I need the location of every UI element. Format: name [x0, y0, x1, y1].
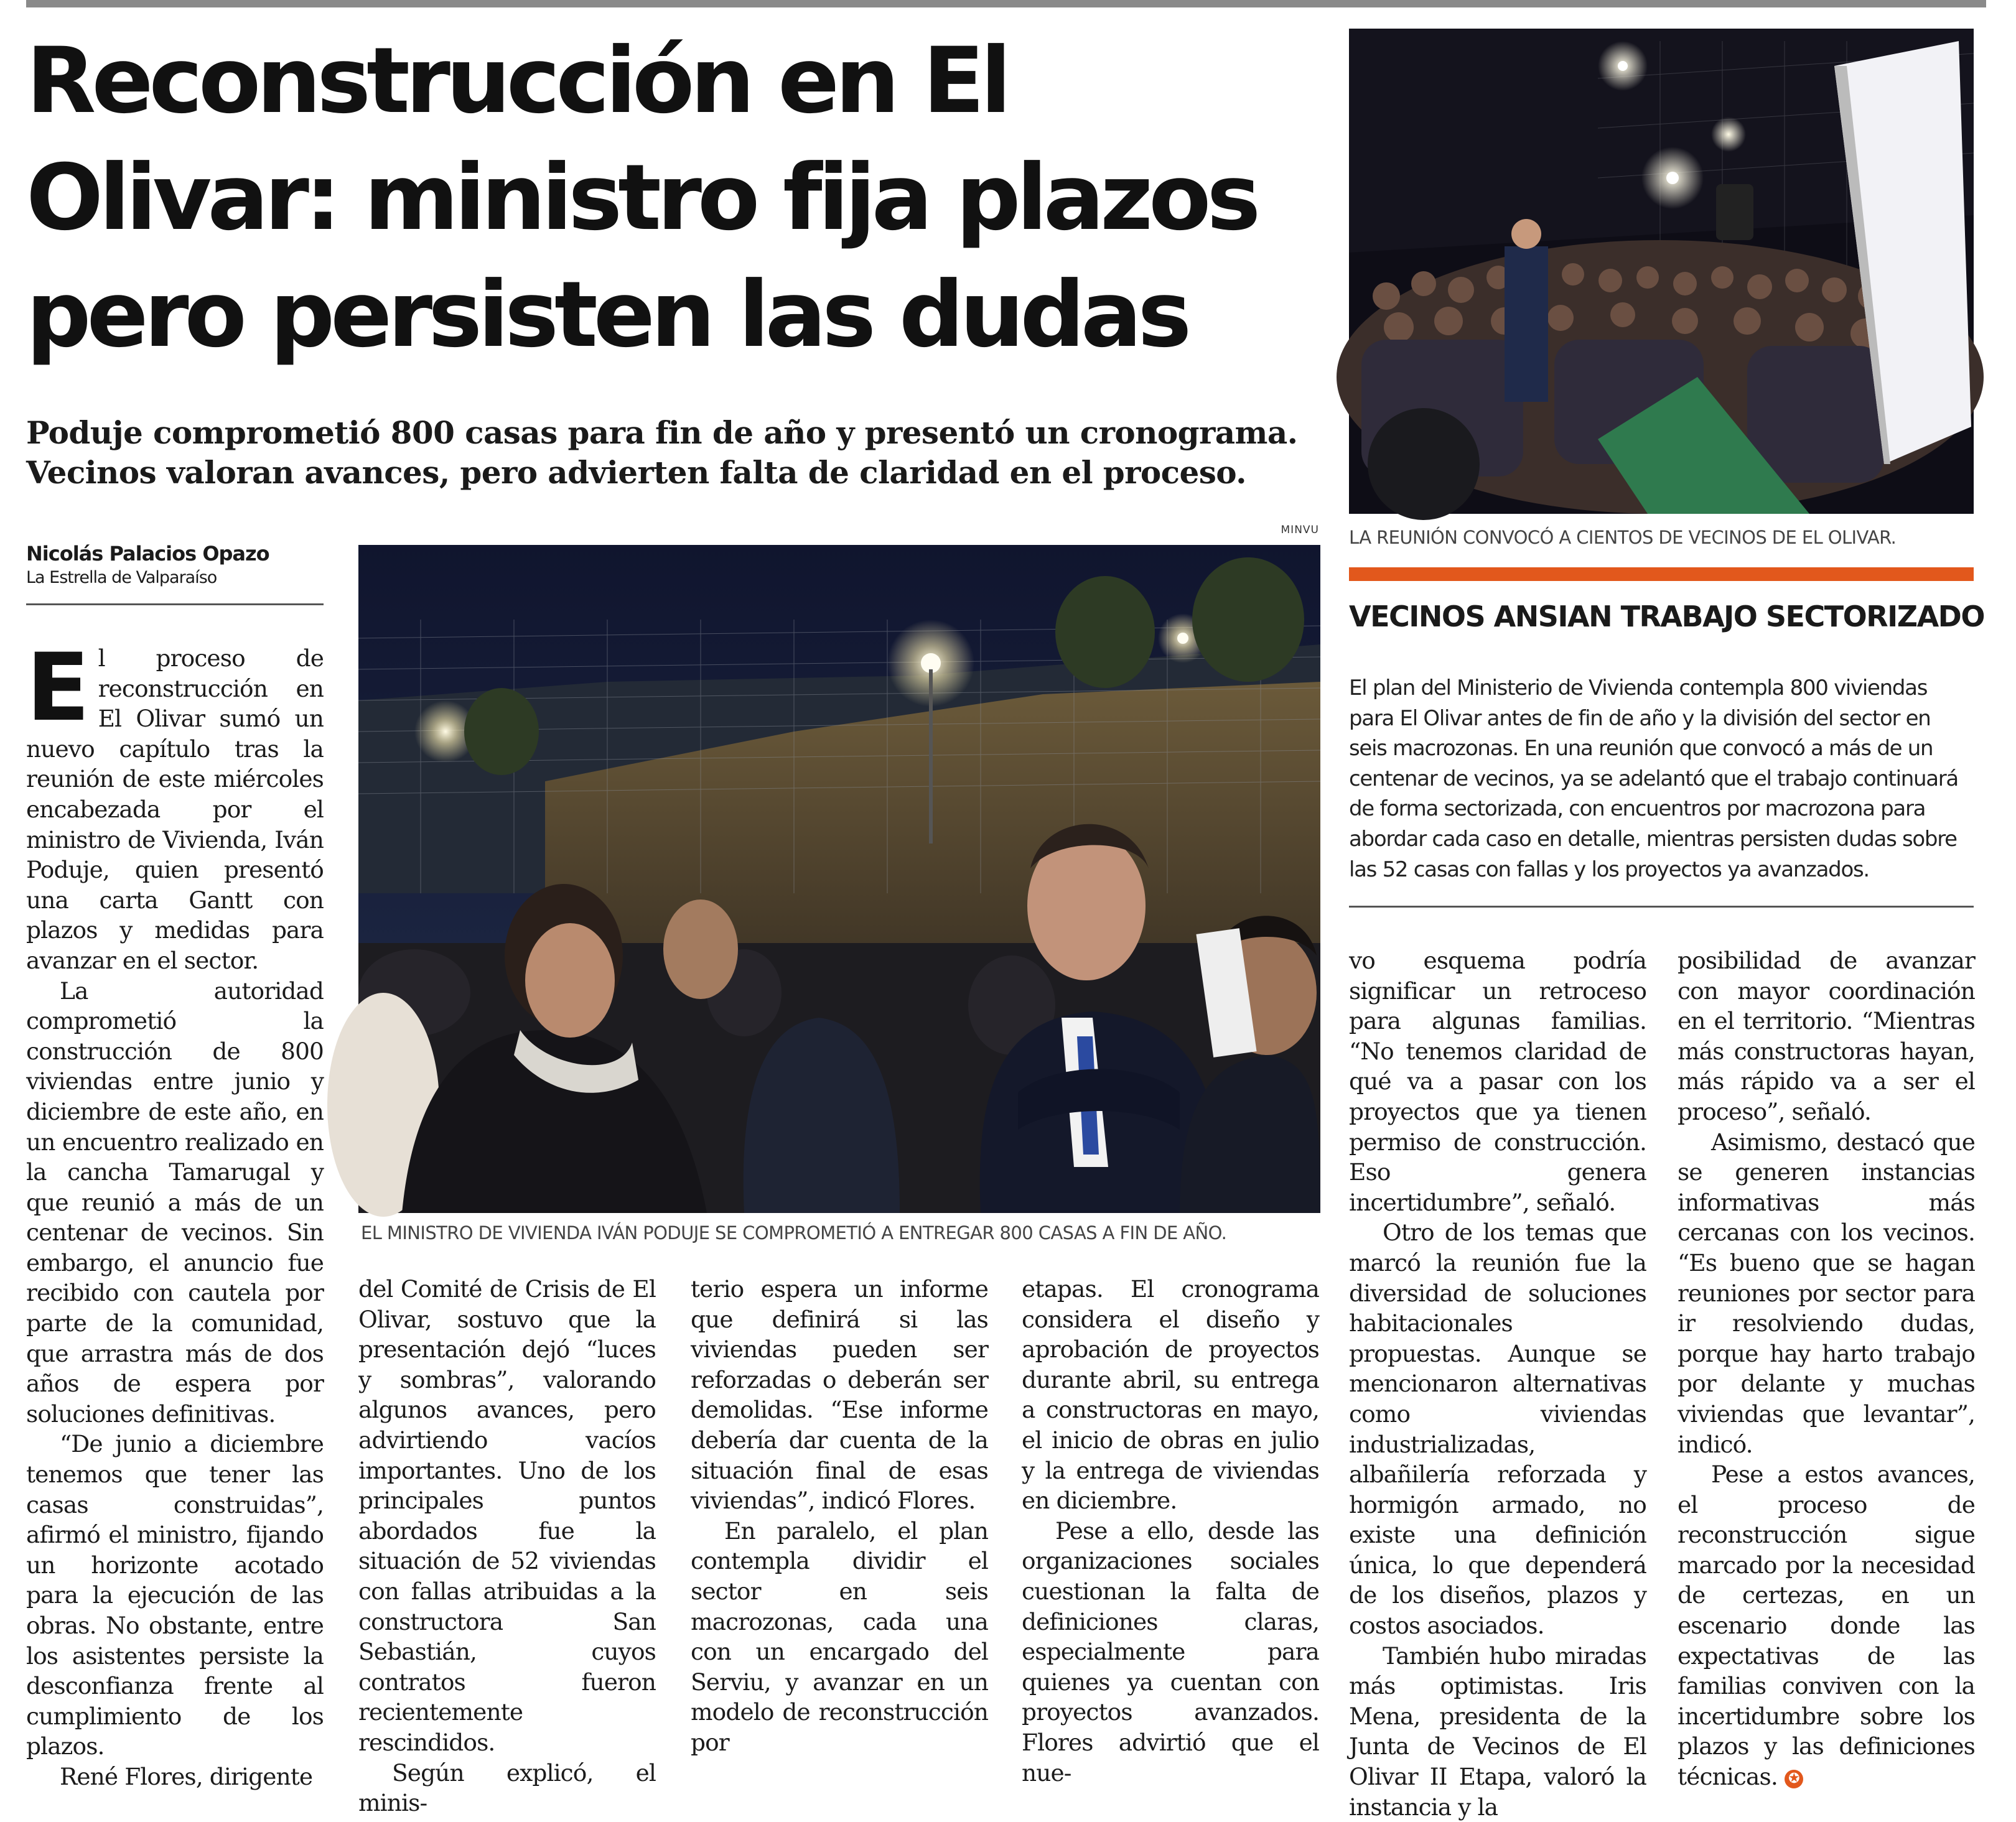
side-photo [1349, 29, 1974, 514]
sidebar-bottom-rule [1349, 906, 1974, 908]
article-paragraph: terio espera un informe que definirá si las viviendas pueden ser reforzadas o deberán ser demolidas. “Ese informe debería dar cuenta de la situación final de esas viviendas”, indicó Flores. [691, 1275, 988, 1515]
article-column-1 [26, 634, 324, 1792]
side-photo-caption: LA REUNIÓN CONVOCÓ A CIENTOS DE VECINOS DE EL OLIVAR. [1349, 527, 1897, 548]
article-paragraph: Pese a ello, desde las organizaciones sociales cuestionan la falta de definiciones claras, especialmente para quienes ya cuentan con proyectos avanzados. Flores advirtió que el nue- [1022, 1517, 1319, 1787]
article-paragraph: Según explicó, el minis- [358, 1759, 656, 1817]
article-column-4 [1022, 1274, 1319, 1788]
article-paragraph: Otro de los temas que marcó la reunión fue la diversidad de soluciones habitacionales propuestas. Aunque se mencionaron alternativas como viviendas industrializadas, albañilería reforzada y hormigón armado, no existe una definición única, lo que dependerá de los diseños, plazos y costos asociados. [1349, 1219, 1646, 1640]
article-column-6 [1678, 946, 1975, 1792]
main-photo [358, 545, 1320, 1213]
main-photo-caption: EL MINISTRO DE VIVIENDA IVÁN PODUJE SE COMPROMETIÓ A ENTREGAR 800 CASAS A FIN DE AÑO. [361, 1222, 1227, 1243]
article-column-2 [358, 1274, 656, 1818]
article-paragraph: Pese a estos avances, el proceso de reconstrucción sigue marcado por la necesidad de certezas, en un escenario donde las expectativas de las familias conviven con la incertidumbre sobre los plazos y las definiciones técnicas. ✪ [1678, 1461, 1975, 1791]
sidebar-body: El plan del Ministerio de Vivienda contempla 800 viviendas para El Olivar antes de fin de año y la división del sector en seis macrozonas. En una reunión que convocó a más de un centenar de vecinos, ya se adelantó que el trabajo continuará de forma sectorizada, con encuentros por macrozona para abordar cada caso en detalle, mientras persisten dudas sobre las 52 casas con fallas y los proyectos ya avanzados. [1349, 676, 1958, 882]
article-paragraph: vo esquema podría significar un retroceso para algunas familias. “No tenemos claridad de qué va a pasar con los proyectos que ya tienen permiso de construcción. Eso genera incertidumbre”, señaló. [1349, 947, 1646, 1216]
subheadline: Poduje comprometió 800 casas para fin de año y presentó un cronograma. Vecinos valoran avances, pero advierten falta de claridad en el proceso. [26, 414, 1298, 491]
photo-credit: MINVU [1281, 524, 1319, 536]
author-name: Nicolás Palacios Opazo [26, 542, 269, 565]
crowd-meeting-photo [1349, 29, 1974, 514]
article-paragraph: También hubo miradas más optimistas. Iris Mena, presidenta de la Junta de Vecinos de El Olivar II Etapa, valoró la instancia y la [1349, 1642, 1646, 1821]
article-paragraph: El proceso de reconstrucción en El Olivar sumó un nuevo capítulo tras la reunión de este miércoles encabezada por el ministro de Vivienda, Iván Poduje, quien presentó una carta Gantt con plazos y medidas para avanzar en el sector. [26, 634, 324, 974]
article-paragraph: posibilidad de avanzar con mayor coordinación en el territorio. “Mientras más constructoras hayan, más rápido va a ser el proceso”, señaló. [1678, 947, 1975, 1125]
article-paragraph: del Comité de Crisis de El Olivar, sostuvo que la presentación dejó “luces y sombras”, valorando algunos avances, pero advirtiendo vacíos importantes. Uno de los principales puntos abordados fue la situación de 52 viviendas con fallas atribuidas a la constructora San Sebastián, cuyos contratos fueron recientemente rescindidos. [358, 1275, 656, 1756]
article-paragraph: René Flores, dirigente [60, 1762, 313, 1790]
article-paragraph: Asimismo, destacó que se generen instancias informativas más cercanas con los vecinos. “Es bueno que se hagan reuniones por sector para ir resolviendo dudas, porque hay harto trabajo por delante y muchas viviendas que levantar”, indicó. [1678, 1128, 1975, 1458]
sidebar-accent-rule [1349, 567, 1974, 581]
minister-with-residents-photo [358, 545, 1320, 1213]
article-paragraph: etapas. El cronograma considera el diseño y aprobación de proyectos durante abril, su entrega a constructoras en mayo, el inicio de obras en julio y la entrega de viviendas en diciembre. [1022, 1275, 1319, 1515]
end-of-article-icon: ✪ [1785, 1770, 1803, 1788]
article-column-3 [691, 1274, 988, 1758]
article-paragraph: La autoridad comprometió la construcción de 800 viviendas entre junio y diciembre de este año, en un encuentro realizado en la cancha Tamarugal y que reunió a más de un centenar de vecinos. Sin embargo, el anuncio fue recibido con cautela por parte de la comunidad, que arrastra más de dos años de espera por soluciones definitivas. [26, 977, 324, 1428]
article-column-5 [1349, 946, 1646, 1822]
byline-rule [26, 603, 324, 605]
article-paragraph: “De junio a diciembre tenemos que tener las casas construidas”, afirmó el ministro, fijando un horizonte acotado para la ejecución de las obras. No obstante, entre los asistentes persiste la desconfianza frente al cumplimiento de los plazos. [26, 1430, 324, 1760]
article-paragraph: En paralelo, el plan contempla dividir el sector en seis macrozonas, cada una con un encargado del Serviu, y avanzar en un modelo de reconstrucción por [691, 1517, 988, 1756]
headline: Reconstrucción en El Olivar: ministro fija plazos pero persisten las dudas [26, 28, 1257, 368]
outlet-name: La Estrella de Valparaíso [26, 568, 217, 587]
drop-cap: E [26, 634, 90, 742]
top-rule [26, 0, 1986, 7]
sidebar-title: VECINOS ANSIAN TRABAJO SECTORIZADO [1349, 600, 1984, 633]
